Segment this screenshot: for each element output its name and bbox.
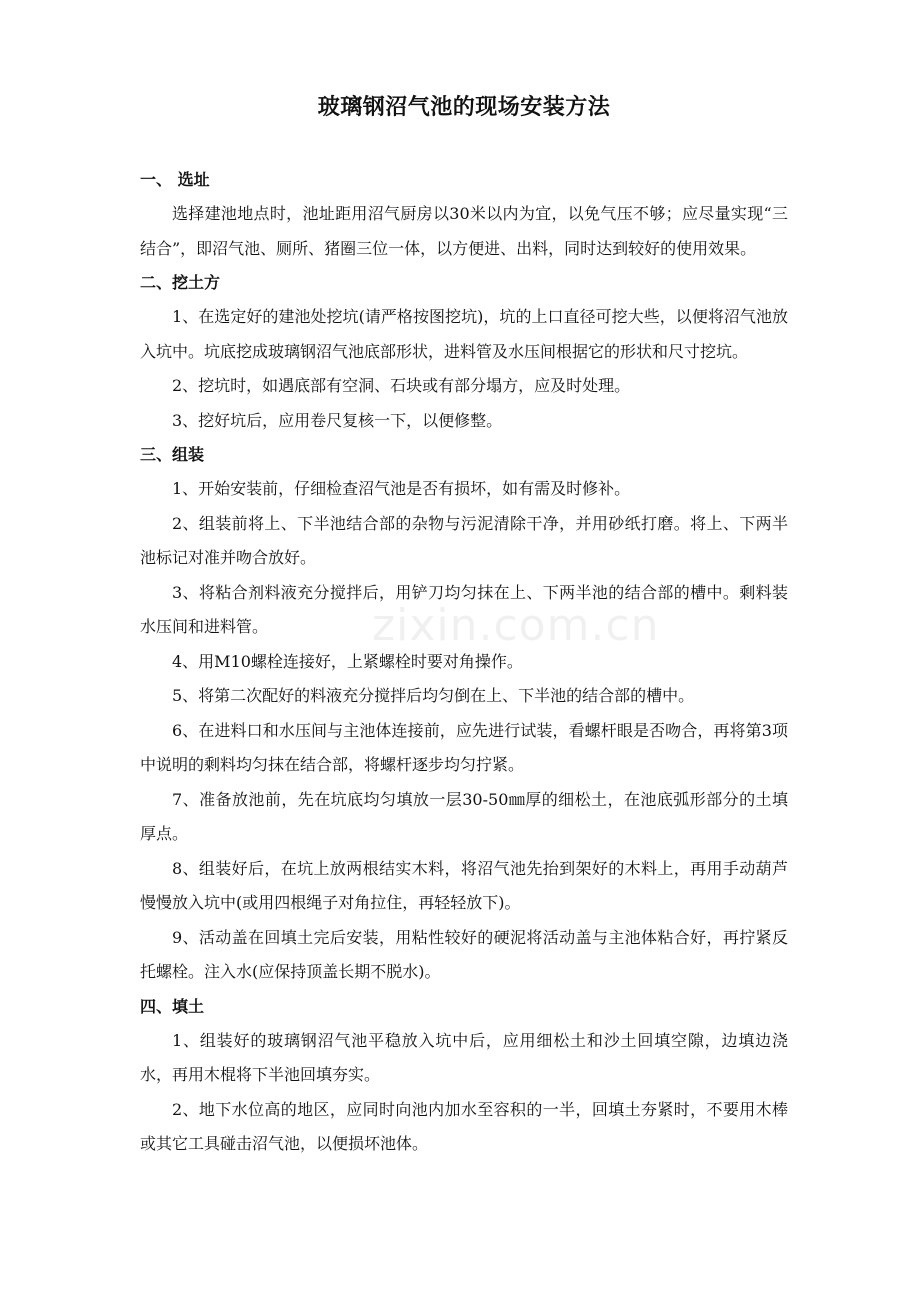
paragraph: 4、用M10螺栓连接好，上紧螺栓时要对角操作。 — [172, 651, 523, 671]
document-title: 玻璃钢沼气池的现场安装方法 — [317, 95, 611, 120]
watermark-text: zixin.com.cn — [372, 600, 660, 651]
paragraph: 1、组装好的玻璃钢沼气池平稳放入坑中后，应用细松土和沙土回填空隙，边填边浇水，再用木棍将下半池回填夯实。 — [140, 1030, 788, 1084]
document-page — [140, 86, 788, 1162]
paragraph: 1、开始安装前，仔细检查沼气池是否有损坏，如有需及时修补。 — [172, 479, 631, 498]
section-site-selection — [140, 163, 788, 266]
paragraph: 5、将第二次配好的料液充分搅拌后均匀倒在上、下半池的结合部的槽中。 — [172, 686, 695, 705]
section-backfill — [140, 990, 788, 1162]
paragraph: 6、在进料口和水压间与主池体连接前，应先进行试装，看螺杆眼是否吻合，再将第3项中说明的剩料均匀抹在结合部，将螺杆逐步均匀拧紧。 — [140, 720, 788, 774]
paragraph: 7、准备放池前，先在坑底均匀填放一层30-50㎜厚的细松土，在池底弧形部分的土填厚点。 — [140, 789, 788, 843]
section-heading: 二、挖土方 — [140, 273, 221, 292]
section-heading: 一、 选址 — [140, 170, 210, 189]
paragraph: 2、组装前将上、下半池结合部的杂物与污泥清除干净，并用砂纸打磨。将上、下两半池标记对准并吻合放好。 — [140, 513, 788, 567]
paragraph: 1、在选定好的建池处挖坑(请严格按图挖坑)，坑的上口直径可挖大些，以便将沼气池放入坑中。坑底挖成玻璃钢沼气池底部形状，进料管及水压间根据它的形状和尺寸挖坑。 — [140, 307, 788, 361]
section-assembly — [140, 438, 788, 990]
section-heading: 三、组装 — [140, 445, 205, 464]
paragraph: 3、挖好坑后，应用卷尺复核一下，以便修整。 — [172, 410, 503, 430]
paragraph: 3、将粘合剂料液充分搅拌后，用铲刀均匀抹在上、下两半池的结合部的槽中。剩料装水压间和进料管。 — [140, 582, 788, 636]
paragraph: 9、活动盖在回填土完后安装，用粘性较好的硬泥将活动盖与主池体粘合好，再拧紧反托螺栓。注入水(应保持顶盖长期不脱水)。 — [140, 927, 788, 981]
paragraph: 2、地下水位高的地区，应同时向池内加水至容积的一半，回填土夯紧时，不要用木棒或其它工具碰击沼气池，以便损坏池体。 — [140, 1099, 788, 1153]
section-excavation — [140, 266, 788, 438]
paragraph: 8、组装好后，在坑上放两根结实木料，将沼气池先抬到架好的木料上，再用手动葫芦慢慢放入坑中(或用四根绳子对角拉住，再轻轻放下)。 — [140, 858, 788, 912]
paragraph: 选择建池地点时，池址距用沼气厨房以30米以内为宜，以免气压不够；应尽量实现“三结合”，即沼气池、厕所、猪圈三位一体，以方便进、出料，同时达到较好的使用效果。 — [140, 204, 788, 258]
paragraph: 2、挖坑时，如遇底部有空洞、石块或有部分塌方，应及时处理。 — [172, 376, 631, 395]
section-heading: 四、填土 — [140, 996, 205, 1016]
